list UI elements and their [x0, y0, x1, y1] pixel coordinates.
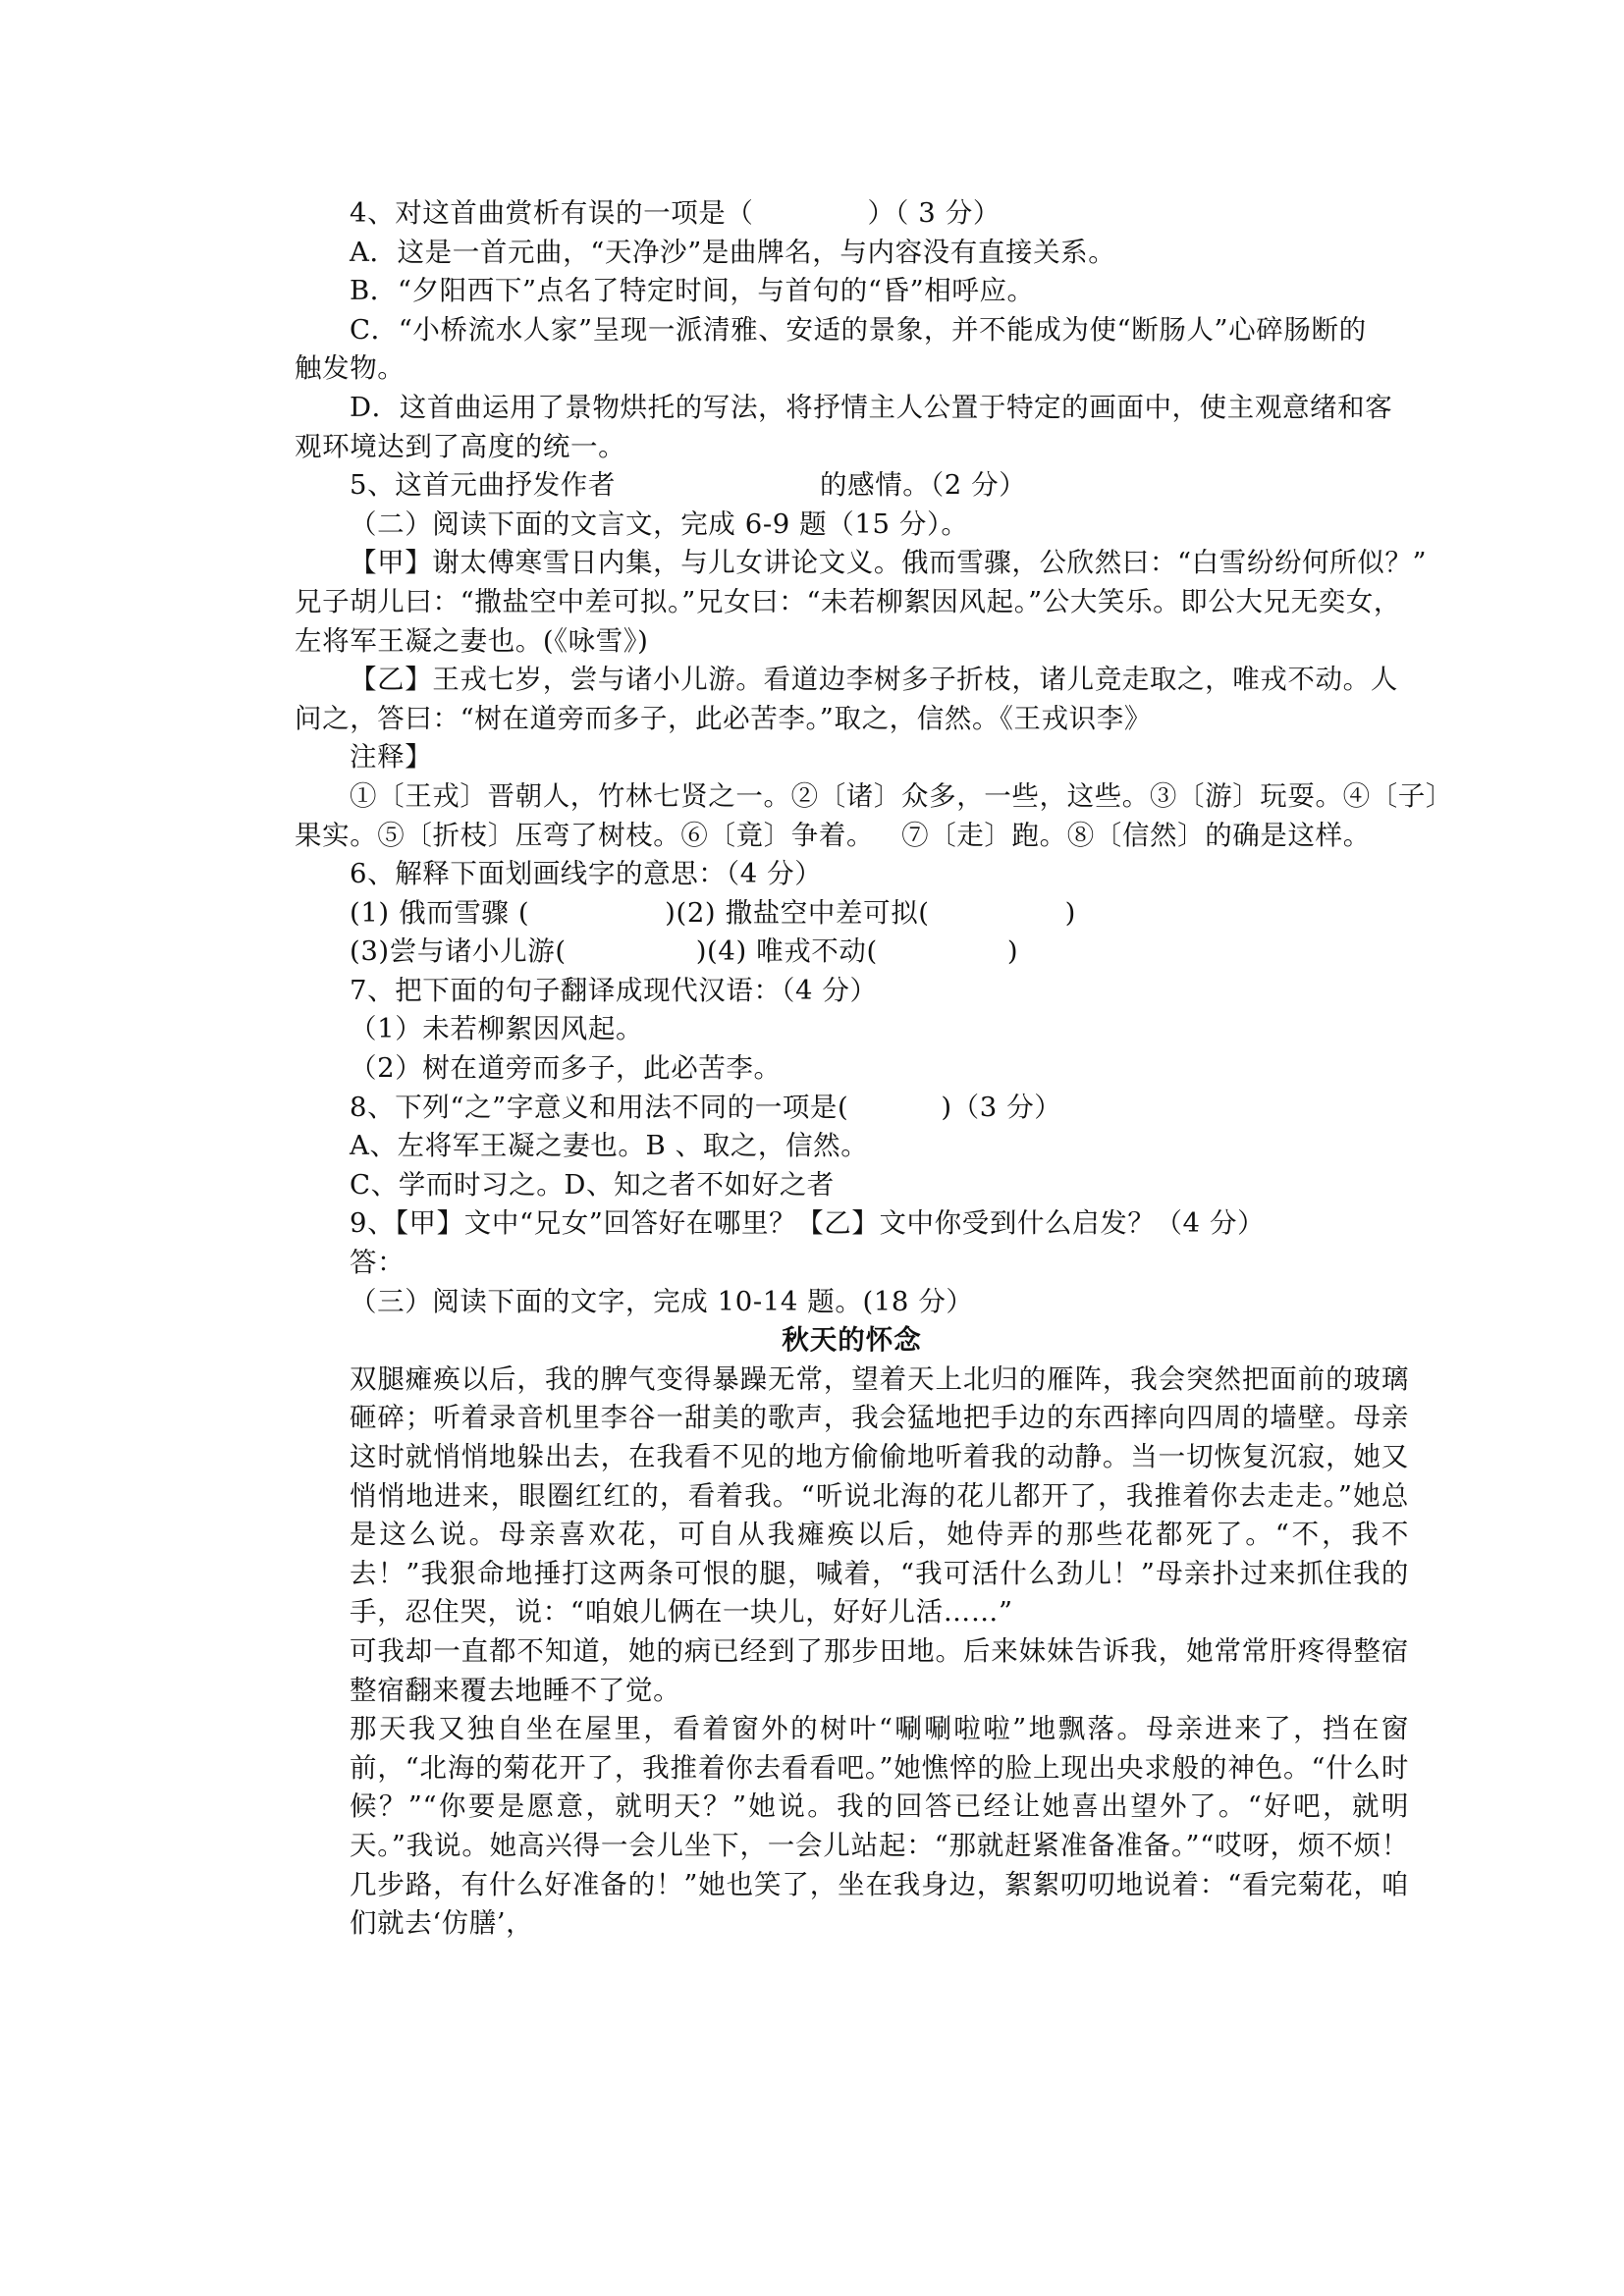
article-paragraph-1: 双腿瘫痪以后，我的脾气变得暴躁无常，望着天上北归的雁阵，我会突然把面前的玻璃砸碎；听着录音机里李谷一甜美的歌声，我会猛地把手边的东西摔向四周的墙壁。母亲这时就悄悄地躲出去，在我看不见的地方偷偷地听着我的动静。当一切恢复沉寂，她又悄悄地进来，眼圈红红的，看着我。“听说北海的花儿都开了，我推着你去走走。”她总是这么说。母亲喜欢花，可自从我瘫痪以后，她侍弄的那些花都死了。“不，我不去！”我狠命地捶打这两条可恨的腿，喊着，“我可活什么劲儿！”母亲扑过来抓住我的手，忍住哭，说：“咱娘儿俩在一块儿，好好儿活……”	[350, 1362, 1409, 1629]
q4-stem-a: 4、对这首曲赏析有误的一项是（	[350, 197, 754, 229]
q4-option-a: A．这是一首元曲，“天净沙”是曲牌名，与内容没有直接关系。	[350, 236, 1116, 268]
q7-stem: 7、把下面的句子翻译成现代汉语：（4 分）	[350, 974, 878, 1006]
q8-stem-a: 8、下列“之”字意义和用法不同的一项是(	[350, 1091, 849, 1123]
passage-jia-line2: 兄子胡儿曰：“撒盐空中差可拟。”兄女曰：“未若柳絮因风起。”公大笑乐。即公大兄无奕女，	[295, 585, 1402, 617]
article-paragraph-3: 那天我又独自坐在屋里，看着窗外的树叶“唰唰啦啦”地飘落。母亲进来了，挡在窗前，“北海的菊花开了，我推着你去看看吧。”她憔悴的脸上现出央求般的神色。“什么时候？”“你要是愿意，就明天？”她说。我的回答已经让她喜出望外了。“好吧，就明天。”我说。她高兴得一会儿坐下，一会儿站起：“那就赶紧准备准备。”“哎呀，烦不烦！几步路，有什么好准备的！”她也笑了，坐在我身边，絮絮叨叨地说着：“看完菊花，咱们就去‘仿膳’，	[350, 1713, 1409, 1940]
q5-stem-b: 的感情。（2 分）	[820, 469, 1027, 502]
article-paragraph-2: 可我却一直都不知道，她的病已经到了那步田地。后来妹妹告诉我，她常常肝疼得整宿整宿翻来覆去地睡不了觉。	[350, 1634, 1409, 1706]
q8-options-line2: C、学而时习之。D、知之者不如好之者	[350, 1168, 835, 1201]
q4-option-b: B．“夕阳西下”点名了特定时间，与首句的“昏”相呼应。	[350, 275, 1035, 307]
notes-line2-a: 果实。⑤〔折枝〕压弯了树枝。⑥〔竟〕争着。	[295, 819, 875, 851]
q7-sentence1: （1）未若柳絮因风起。	[350, 1013, 644, 1045]
q9-stem: 9、【甲】文中“兄女”回答好在哪里？【乙】文中你受到什么启发？（4 分）	[350, 1207, 1266, 1240]
q6-item2-close: )	[1064, 896, 1076, 929]
q9-answer-label: 答：	[350, 1247, 406, 1279]
q8-stem-b: )（3 分）	[941, 1091, 1062, 1123]
q6-stem: 6、解释下面划画线字的意思：（4 分）	[350, 858, 823, 890]
q4-option-d-line2: 观环境达到了高度的统一。	[295, 430, 626, 462]
passage-jia-line1: 【甲】谢太傅寒雪日内集，与儿女讲论文义。俄而雪骤，公欣然曰：“白雪纷纷何所似？”	[350, 547, 1428, 579]
notes-label: 注释】	[350, 741, 433, 774]
q6-row1	[295, 894, 1409, 934]
notes-line2-b: ⑦〔走〕跑。⑧〔信然〕的确是这样。	[901, 819, 1371, 851]
section-2-heading: （二）阅读下面的文言文，完成 6-9 题（15 分）。	[350, 507, 969, 540]
q4-stem-b: ）（ 3 分）	[867, 197, 1001, 229]
section-3-heading: （三）阅读下面的文字，完成 10-14 题。(18 分）	[350, 1285, 974, 1317]
q4-stem	[295, 194, 1409, 234]
q4-option-d-line1: D．这首曲运用了景物烘托的写法，将抒情主人公置于特定的画面中，使主观意绪和客	[350, 391, 1393, 423]
notes-line2	[295, 817, 1409, 856]
q8-options-line1: A、左将军王凝之妻也。B 、取之，信然。	[350, 1130, 869, 1162]
passage-yi-line2: 问之，答曰：“树在道旁而多子，此必苦李。”取之，信然。《王戎识李》	[295, 702, 1152, 734]
q5-stem-a: 5、这首元曲抒发作者	[350, 469, 616, 502]
passage-yi-line1: 【乙】王戎七岁，尝与诸小儿游。看道边李树多子折枝，诸儿竞走取之，唯戎不动。人	[350, 664, 1398, 696]
notes-line1: ①〔王戎〕晋朝人，竹林七贤之一。②〔诸〕众多，一些，这些。③〔游〕玩耍。④〔子〕	[350, 779, 1453, 812]
q8-stem	[295, 1089, 1409, 1128]
q6-item4: )(4) 唯戎不动(	[695, 935, 878, 968]
q6-item3: (3)尝与诸小儿游(	[350, 935, 567, 968]
q6-item1: (1) 俄而雪骤 (	[350, 896, 530, 929]
q7-sentence2: （2）树在道旁而多子，此必苦李。	[350, 1052, 782, 1085]
exam-content	[295, 194, 1453, 1944]
q6-row2	[295, 933, 1409, 972]
passage-jia-line3: 左将军王凝之妻也。(《咏雪》)	[295, 624, 649, 657]
q4-option-c-line2: 触发物。	[295, 352, 406, 385]
q4-option-c-line1: C．“小桥流水人家”呈现一派清雅、安适的景象，并不能成为使“断肠人”心碎肠断的	[350, 313, 1367, 346]
article-title: 秋天的怀念	[782, 1324, 922, 1357]
q6-item4-close: )	[1006, 935, 1019, 968]
q6-item2: )(2) 撒盐空中差可拟(	[665, 896, 930, 929]
q5-stem	[295, 466, 1409, 506]
